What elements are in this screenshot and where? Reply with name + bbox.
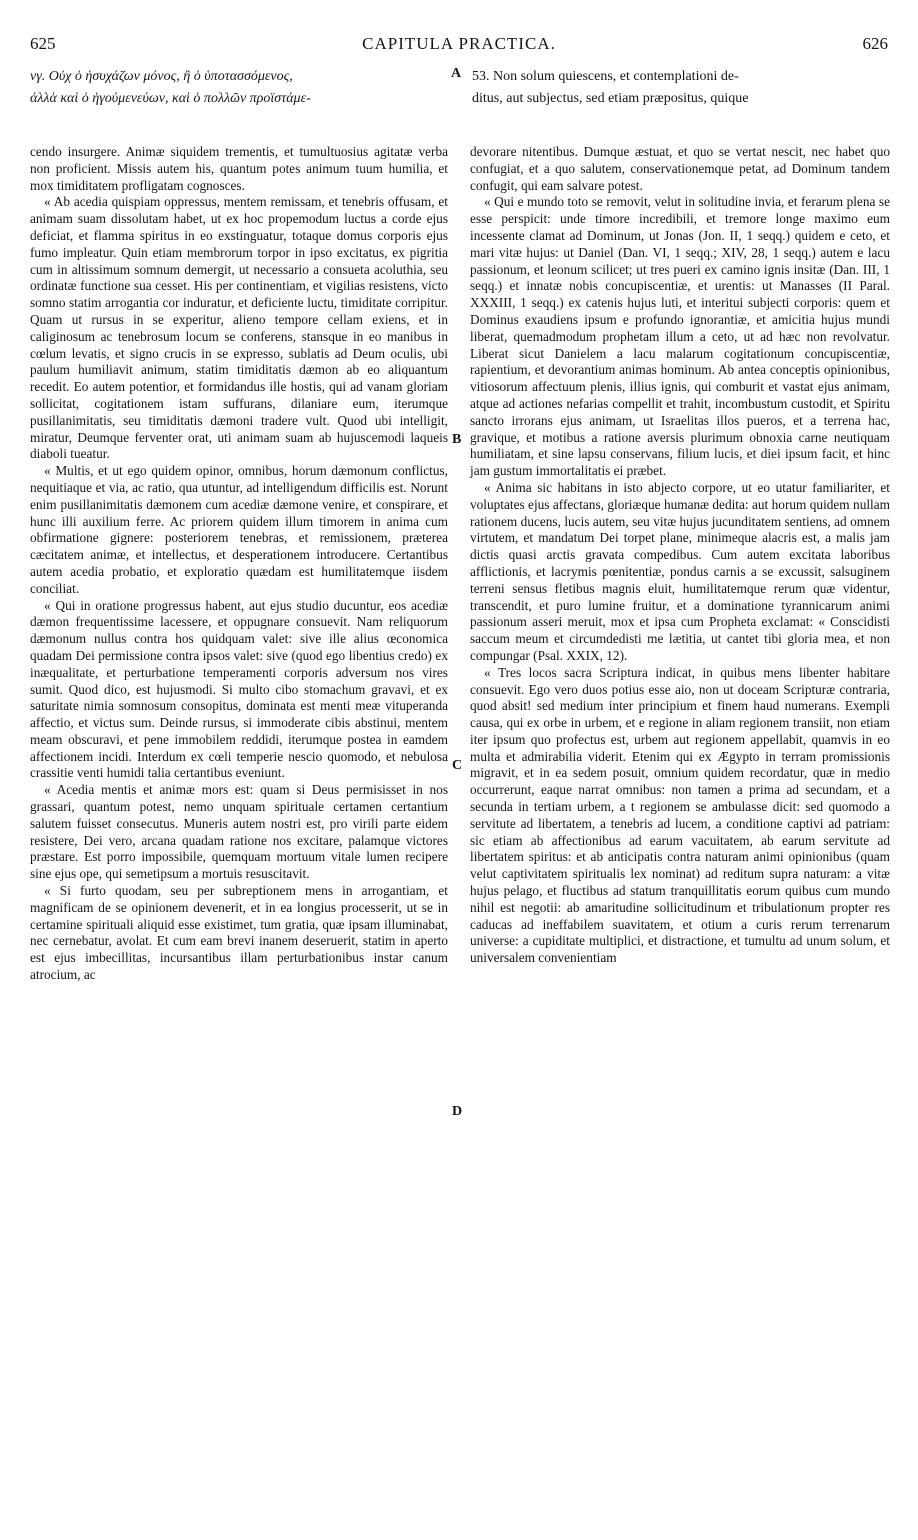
latin-intro [472,66,892,110]
latin-line: ditus, aut subjectus, sed etiam præpositus, quique [472,91,749,106]
paragraph: « Tres locos sacra Scriptura indicat, in quibus mens libenter habitare consuevit. Ego vero duos potius esse aio, non ut doceam Scripturæ contraria, quod absit! sed medium inter principium et finem haud numerans. Exempli causa, qui ex orbe in urbem, et e regione in aliam regionem transiit, non etiam iter ipsum quo profectus est, urbem aut regionem appellabit, quamvis in eo multa et admirabilia viderit. Etenim qui ex Ægypto in terram promissionis migravit, et in ea sedem posuit, omnium quidem recordatur, quæ in medio occurrerunt, eaque narrat omnibus: non tamen a prima ad secundam, et a secunda in tertiam urbem, a t regionem se ambulasse dicit: sed quomodo a servitute ad libertatem, a tenebris ad lucem, a conditione captivi ad patriam: sic etiam ab affectionibus ad earum vacuitatem, ab earum servitute ad libertatem spiritus: et ab anticipatis contra naturam animi opinionibus (quam velut captivitatem spiritualis lex nominat) ad reditum supra naturam: a vitæ hujus pelago, et fluctibus ad statum tranquillitatis eorum quibus cum mundo nihil est negotii: ab amaritudine sollicitudinum et tribulationum propter res caducas ad ineffabilem suavitatem, et otium a curis rerum terrenarum universe: a cupiditate multiplici, et distractione, et tumultu ad unum solum, et universalem convenientiam [470,664,890,966]
latin-line: 53. Non solum quiescens, et contemplationi de- [472,69,739,84]
section-marker-a: A [451,66,462,81]
section-marker-c: C [452,758,463,773]
greek-line: ἀλλὰ καὶ ὁ ἡγούμενεύων, καὶ ὁ πολλῶν προϊστάμε- [30,91,311,106]
greek-intro [30,66,460,110]
paragraph: « Qui in oratione progressus habent, aut ejus studio ducuntur, eos acediæ dæmon frequentissime lacessere, et oppugnare consuevit. Nam reliquorum dæmonum nullus contra hos quidquam valet: sive ille alius œconomica quadam Dei permissione contra ipsos valet: sive (quod ego libentius credo) ex inæqualitate, et perturbatione temperamenti corporis adversum nos vires sumit. Quod dico, est hujusmodi. Si multo cibo stomachum gravavi, et ex saturitate nimia somnosum consopitus, dominata est menti meæ vituperanda affectio, et victus sum. Deinde rursus, si immoderate cibis abstinui, mentem meam obscuravi, et pene immobilem reddidi, iterumque postea in eamdem affectionem incidi. Interdum ex cœli temperie nescio quomodo, et nebulosa crassitie venti humidi talia certantibus eveniunt. [30,597,448,781]
paragraph: « Qui e mundo toto se removit, velut in solitudine invia, et ferarum plena se esse perspicit: unde timore incredibili, et tremore longe maximo eum incessente clamat ad Dominum, ut Jonas (Jon. II, 1 seqq.) quidem e ceto, et mari vitæ hujus: ut Daniel (Dan. VI, 1 seqq.; XIV, 28, 1 seqq.) autem e lacu passionum, et leonum scilicet; ut tres pueri ex camino ignis insitæ (Dan. III, 1 seqq.) et innatæ nobis concupiscentiæ, et urentis: ut Manasses (II Paral. XXXIII, 1 seqq.) ex catenis hujus luti, et interitui subjecti corporis: quem et Dominus exaudiens ipsum e profundo ignorantiæ, et amicitia hujus mundi liberat, quemadmodum prophetam illum a ceto, ut ad hæc non revolvatur. Liberat sicut Danielem a lacu malarum cogitationum concupiscentiæ, rapientium, et devorantium animas hominum. Ab antea conceptis opinionibus, vitiosorum affectuum plenis, illius ignis, qui comburit et vastat ejus animam, atque ad actiones nefarias compellit et trahit, incombustum custodit, et Spiritu sancto irrorans ejus animam, ut Israelitas illos pueros, et a terrena hac, gravique, et motibus a ratione aversis plurimum obnoxia carne neutiquam humiliatam, et sine lapsu conservans, filium lucis, et diei ipsum facit, et hinc jam gustum immortalitatis ei præbet. [470,194,890,479]
right-column [470,144,890,967]
page-title: CAPITULA PRACTICA. [362,34,556,53]
paragraph: « Anima sic habitans in isto abjecto corpore, ut eo utatur familiariter, et voluptates ejus affectans, gloriæque humanæ dedita: aut horum quidem nullam rationem ducens, lucis autem, seu vitæ hujus jucunditatem sentiens, ad omnem virtutem, et mandatum Dei torpet plane, minimeque alacris est, a malis jam dictis quasi arctis gravata compedibus. Cum autem excitata laboribus afflictionis, et lacrymis pœnitentiæ, pondus carnis a se excussit, salsuginem terreni sensus fletibus magnis eluit, humilitatemque rerum quæ videntur, transcendit, et puro lumine fruitur, et a dominatione tyrannicarum animi passionum asseri meruit, mox et ipsa cum Propheta exclamat: « Conscidisti saccum meum et circumdedisti me lætitia, ut cantet tibi gloria mea, et non compungar (Psal. XXIX, 12). [470,479,890,663]
paragraph: cendo insurgere. Animæ siquidem trementis, et tumultuosius agitatæ verba non proficient. Missis autem his, quantum potes animum tuum humilia, et mox timiditatem profligatam cognosces. [30,144,448,193]
page-number-right: 626 [862,34,888,53]
paragraph: « Si furto quodam, seu per subreptionem mens in arrogantiam, et magnificam de se opinionem devenerit, et in ea longius processerit, ut se in certamine spirituali aliquid esse existimet, tum gratia, quæ ipsam illuminabat, nec cernebatur, avolat. Et cum eam brevi inanem deseruerit, statim in aperto est ejus imbecillitas, incursantibus illam perturbationibus instar canum atrocium, ac [30,883,448,983]
paragraph: « Acedia mentis et animæ mors est: quam si Deus permisisset in nos grassari, quantum potest, nemo unquam spirituale certamen certantium salutem fuisset consecutus. Muneris autem nostri est, pro virili parte eidem resistere, Dei vero, arcana quadam ratione nos excitare, palamque victores præstare. Est porro impossibile, quemquam mortuum vitale lumen recipere sine ejus ope, qui semetipsum a mortuis resuscitavit. [30,782,448,882]
page-number-left: 625 [30,34,56,53]
paragraph: devorare nitentibus. Dumque æstuat, et quo se vertat nescit, nec habet quo confugiat, et a quo salutem, conservationemque petat, ad Dominum tandem confugit, qui eam salvare potest. [470,144,890,193]
section-marker-b: B [452,432,462,447]
greek-line: νγ. Οὐχ ὁ ἡσυχάζων μόνος, ἢ ὁ ὑποτασσόμενος, [30,69,293,84]
section-marker-d: D [452,1104,463,1119]
running-head [30,34,888,56]
paragraph: « Ab acedia quispiam oppressus, mentem remissam, et tenebris offusam, et animam suam dissolutam habet, ut ex hoc propemodum luctus a corde ejus deficiat, et flamma spiritus in eo exstinguatur, totaque domus corporis ejus fumo impleatur. Quin etiam membrorum torpor in ipso excitatus, ex pigritia cum in altissimum somnum demergit, ut necessario a consueta acoluthia, seu ordinatæ functione sua cesset. His per continentiam, et vigilias resistens, victo somno statim arrogantia cor induratur, et deficiente luctu, timiditate corripitur. Quam ut rursus in se experitur, alieno tempore cellam exiens, et in caliginosum ac tenebrosum locum se conferens, stansque in eo manibus in cœlum levatis, et signo crucis in se expresso, sublatis ad Deum oculis, ubi paulum humiliavit animum, statim timiditatis dæmon ab eo aliquantum recedit. Eo autem potentior, et formidandus ille hostis, qui ad vanam gloriam sollicitat, cogitationem istam suffurans, dilaniare eum, iterumque pusillanimitatis, seu timiditatis dæmoni tradere vult. Quod ubi intelligit, miratur, Deumque ferventer orat, uti animam suam ab hujuscemodi laqueis diaboli tueatur. [30,194,448,462]
paragraph: « Multis, et ut ego quidem opinor, omnibus, horum dæmonum conflictus, nequitiaque et via, ac ratio, qua utuntur, ad intelligendum difficilis est. Norunt enim pusillanimitatis dæmonem cum acediæ dæmone venire, et conspirare, et hunc illi auxilium ferre. Ac priorem quidem illum timorem in anima cum obfirmatione gignere: posteriorem tenebras, et remissionem, præterea cæcitatem animæ, et intellectus, et desperationem introducere. Certantibus autem acedia probatio, et exploratio quædam est humilitatemque iisdem conciliat. [30,463,448,596]
left-column [30,144,448,984]
